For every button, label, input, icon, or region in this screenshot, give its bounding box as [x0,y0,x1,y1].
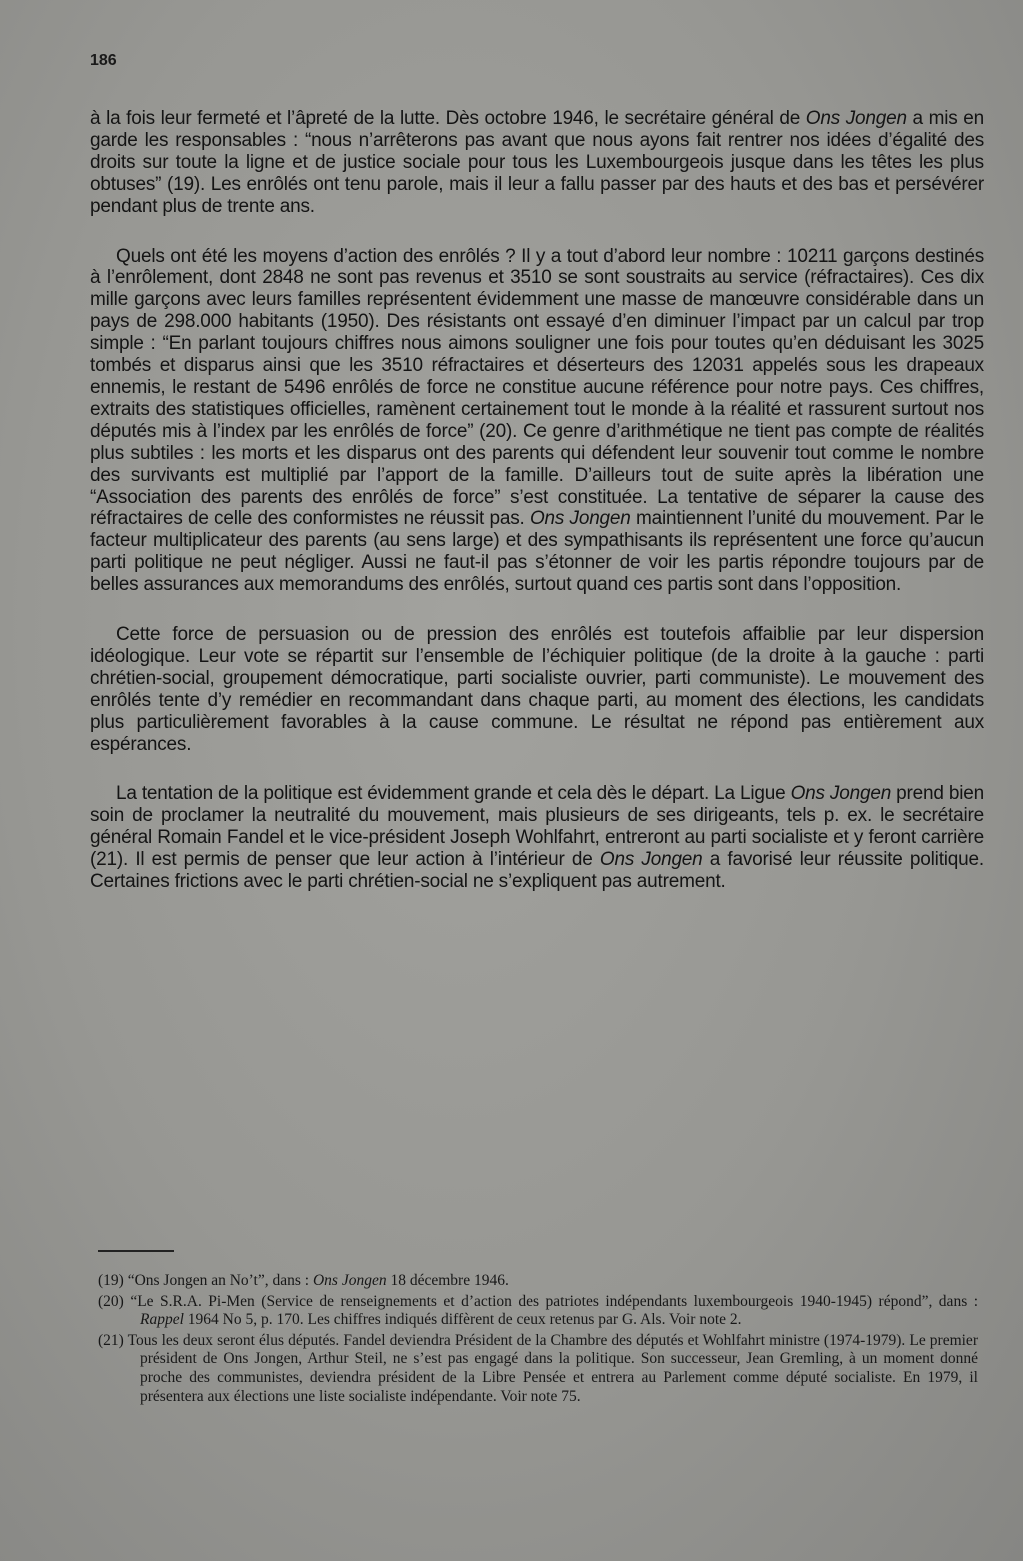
footnote-20 [98,1293,978,1330]
footnote-text-b: 18 décembre 1946. [386,1272,509,1289]
paragraph-3 [90,624,984,755]
paragraph-4-italic-a: Ons Jongen [790,783,892,805]
footnote-text-a: “Le S.R.A. Pi-Men (Service de renseignements et d’action des patriotes indépendants luxembourgeois 1940-1945) répond”, dans : [130,1292,979,1310]
paragraph-2-text-b: maintiennent l’unité du mouvement. Par le facteur multiplicateur des parents (au sens large) et des sympathisants ils représentent une force qu’aucun parti politique ne peut négliger. Aussi ne faut-il pas s’étonner de voir les partis répondre toujours par de belles assurances aux memorandums des enrôlés, surtout quand ces partis sont dans l’opposition. [90,508,985,596]
footnote-number: (21) [98,1331,124,1349]
footnotes [98,1272,978,1408]
footnote-number: (20) [98,1292,124,1310]
paragraph-1-text-a: à la fois leur fermeté et l’âpreté de la lutte. Dès octobre 1946, le secrétaire général de [90,108,806,129]
paragraph-2-text-a: Quels ont été les moyens d’action des enrôlés ? Il y a tout d’abord leur nombre : 10211 garçons destinés à l’enrôlement, dont 2848 ne sont pas revenus et 3510 se sont soustraits au service (réfractaires). Ces dix mille garçons avec leurs familles représentent évidemment une masse de manœuvre considérable dans un pays de 298.000 habitants (1950). Des résistants ont essayé d’en diminuer l’impact par un calcul par trop simple : “En parlant toujours chiffres nous aimons souligner une fois pour toutes qu’en déduisant les 3025 tombés et disparus ainsi que les 3510 réfractaires et déserteurs des 12031 appelés sous les drapeaux ennemis, le restant de 5496 enrôlés de force ne constitue aucune référence pour notre pays. Ces chiffres, extraits des statistiques officielles, ramènent certainement tout le monde à la réalité et rassurent surtout nos députés mis à l’index par les enrôlés de force” (20). Ce genre d’arithmétique ne tient pas compte de réalités plus subtiles : les morts et les disparus ont des parents qui défendent leur souvenir tout comme le nombre des survivants est multiplié par l’apport de la famille. D’ailleurs tout de suite après la libération une “Association des parents des enrôlés de force” s’est constituée. La tentative de séparer la cause des réfractaires de celle des conformistes ne réussit pas. [90,245,984,530]
paragraph-1-italic: Ons Jongen [805,108,907,129]
paragraph-4-italic-b: Ons Jongen [599,849,703,871]
paragraph-4-text-c: a favorisé leur réussite politique. Certaines frictions avec le parti chrétien-social ne s’expliquent pas autrement. [90,849,984,893]
paragraph-4-text-a: La tentation de la politique est évidemment grande et cela dès le départ. La Ligue [116,783,791,805]
footnote-separator [98,1250,174,1252]
paragraph-2 [90,246,984,597]
body-text [90,108,984,921]
paragraph-2-italic: Ons Jongen [529,508,631,530]
paragraph-4-text-b: prend bien soin de proclamer la neutralité du mouvement, mais plusieurs de ses dirigeants, tels p. ex. le secrétaire général Romain Fandel et le vice-président Joseph Wohlfahrt, entreront au parti socialiste et y feront carrière (21). Il est permis de penser que leur action à l’intérieur de [90,783,984,871]
footnote-number: (19) [98,1272,124,1289]
paragraph-1-text-b: a mis en garde les responsables : “nous n’arrêterons pas avant que nous ayons fait rentrer nos idées d’égalité des droits sur toute la ligne et de justice sociale pour tous les Luxembourgeois jusque dans les têtes les plus obtuses” (19). Les enrôlés ont tenu parole, mais il leur a fallu passer par des hauts et des bas et persévérer pendant plus de trente ans. [90,108,984,217]
page-number: 186 [90,52,117,69]
paragraph-1 [90,108,984,218]
footnote-text-b: 1964 No 5, p. 170. Les chiffres indiqués diffèrent de ceux retenus par G. Als. Voir note 2. [183,1311,742,1329]
footnote-text-a: “Ons Jongen an No’t”, dans : [127,1272,313,1289]
footnote-italic: Ons Jongen [312,1272,387,1289]
footnote-21 [98,1332,978,1406]
footnote-19 [98,1272,978,1291]
footnote-italic: Rappel [140,1311,184,1329]
footnote-text: Tous les deux seront élus députés. Fandel deviendra Président de la Chambre des députés et Wohlfahrt ministre (1974-1979). Le premier président de Ons Jongen, Arthur Steil, ne s’est pas engagé dans la politique. Son successeur, Jean Gremling, à un moment donné proche des communistes, deviendra président de la Libre Pensée et entrera au Parlement comme député socialiste. En 1979, il présentera aux élections une liste socialiste indépendante. Voir note 75. [127,1331,978,1405]
paragraph-3-text: Cette force de persuasion ou de pression des enrôlés est toutefois affaiblie par leur dispersion idéologique. Leur vote se répartit sur l’ensemble de l’échiquier politique (de la droite à la gauche : parti chrétien-social, groupement démocratique, parti socialiste ouvrier, parti communiste). Le mouvement des enrôlés tente d’y remédier en recommandant dans chaque parti, au moment des élections, les candidats plus particulièrement favorables à la cause commune. Le résultat ne répond pas entièrement aux espérances. [90,624,984,755]
paragraph-4 [90,783,984,893]
